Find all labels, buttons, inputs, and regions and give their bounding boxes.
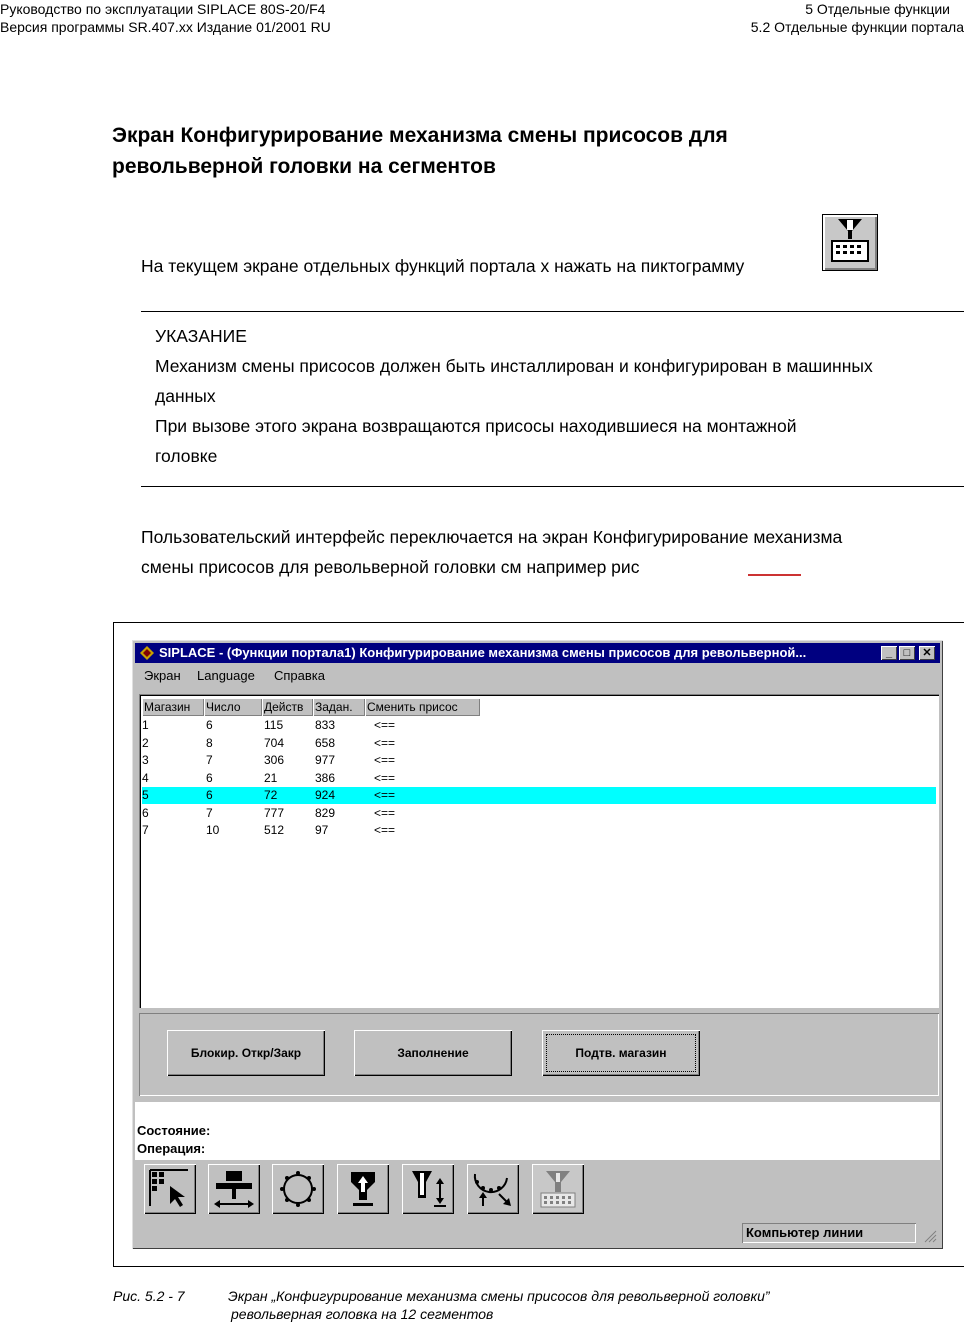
header-right-line1: 5 Отдельные функции — [805, 1, 950, 17]
app-window — [132, 640, 943, 1249]
col-header-change-nozzle[interactable]: Сменить присос — [365, 698, 480, 716]
window-title: SIPLACE - (Функции портала1) Конфигурирование механизма смены присосов для револьверной... — [159, 645, 807, 660]
table-row[interactable]: 3 7 306 977 <== — [142, 753, 396, 767]
toolbar-button-head-move[interactable] — [208, 1164, 260, 1214]
figure-reference-link[interactable] — [748, 574, 801, 576]
table-row[interactable]: 6 7 777 829 <== — [142, 805, 396, 820]
grid-arrow-icon — [148, 1168, 192, 1210]
close-button[interactable]: ✕ — [919, 646, 935, 660]
section-title-line1: Экран Конфигурирование механизма смены присосов для — [112, 124, 728, 147]
action-button-panel — [139, 1013, 939, 1096]
note-line2: данных — [155, 386, 216, 406]
note-line1: Механизм смены присосов должен быть инсталлирован и конфигурирован в машинных — [155, 356, 873, 376]
rotate-icon — [471, 1168, 515, 1210]
resize-grip-icon[interactable] — [922, 1228, 937, 1243]
header-left-line1: Руководство по эксплуатации SIPLACE 80S-20/F4 — [0, 1, 326, 17]
table-row[interactable]: 2 8 704 658 <== — [142, 735, 396, 750]
toolbar-button-rotate[interactable] — [467, 1164, 519, 1214]
toolbar-button-nozzle-up[interactable] — [337, 1164, 389, 1214]
menu-language[interactable]: Language — [197, 668, 255, 683]
table-row[interactable]: 7 10 512 97 <== — [142, 823, 396, 837]
window-titlebar[interactable] — [135, 643, 940, 663]
maximize-button[interactable]: □ — [899, 646, 915, 660]
status-panel — [135, 1102, 940, 1160]
table-row[interactable]: 1 6 115 833 <== — [142, 718, 396, 732]
note-line3: При вызове этого экрана возвращаются присосы находившиеся на монтажной — [155, 416, 797, 436]
note-rule-bottom — [141, 486, 964, 487]
magazine-table[interactable] — [139, 694, 939, 1008]
menu-bar — [135, 665, 940, 687]
head-move-icon — [212, 1168, 256, 1210]
nozzle-changer-icon — [822, 214, 878, 271]
menu-screen[interactable]: Экран — [144, 668, 181, 683]
lock-open-close-button[interactable]: Блокир. Откр/Закр — [167, 1030, 325, 1076]
minimize-button[interactable]: _ — [881, 646, 897, 660]
toolbar-button-nozzle-changer[interactable] — [532, 1164, 584, 1214]
table-row-selected[interactable]: 5 6 72 924 <== — [142, 787, 936, 804]
confirm-magazine-button[interactable]: Подтв. магазин — [542, 1030, 700, 1076]
toolbar-button-nozzle-height[interactable] — [402, 1164, 454, 1214]
siplace-app-icon — [139, 645, 155, 661]
col-header-set[interactable]: Задан. — [313, 698, 365, 716]
figure-caption-line2: револьверная головка на 12 сегментов — [231, 1306, 494, 1322]
para-line2: смены присосов для револьверной головки см например рис — [141, 557, 640, 577]
nozzle-height-icon — [406, 1168, 450, 1210]
figure-caption-label: Рис. 5.2 - 7 — [113, 1288, 185, 1304]
note-rule-top — [141, 311, 964, 312]
menu-help[interactable]: Справка — [274, 668, 325, 683]
revolver-icon — [276, 1168, 320, 1210]
col-header-actual[interactable]: Действ — [262, 698, 313, 716]
instruction-text: На текущем экране отдельных функций портала х нажать на пиктограмму — [141, 256, 745, 276]
col-header-count[interactable]: Число — [204, 698, 262, 716]
statusbar-line-computer: Компьютер линии — [742, 1223, 916, 1243]
header-left-line2: Версия программы SR.407.xx Издание 01/2001 RU — [0, 19, 331, 35]
nozzle-changer-icon — [536, 1168, 580, 1210]
operation-label: Операция: — [137, 1141, 206, 1156]
table-row[interactable]: 4 6 21 386 <== — [142, 770, 396, 785]
section-title-line2: револьверной головки на сегментов — [112, 155, 496, 178]
fill-button[interactable]: Заполнение — [354, 1030, 512, 1076]
nozzle-up-icon — [341, 1168, 385, 1210]
note-line4: головке — [155, 446, 218, 466]
toolbar-button-select[interactable] — [144, 1164, 196, 1214]
para-line1: Пользовательский интерфейс переключается на экран Конфигурирование механизма — [141, 527, 843, 547]
col-header-magazine[interactable]: Магазин — [142, 698, 204, 716]
header-right-line2: 5.2 Отдельные функции портала — [750, 19, 964, 35]
note-heading: УКАЗАНИЕ — [155, 326, 247, 346]
status-label: Состояние: — [137, 1123, 211, 1138]
figure-caption-line1: Экран „Конфигурирование механизма смены присосов для револьверной головки” — [228, 1288, 770, 1304]
section-title — [112, 120, 728, 182]
toolbar-button-revolver[interactable] — [272, 1164, 324, 1214]
